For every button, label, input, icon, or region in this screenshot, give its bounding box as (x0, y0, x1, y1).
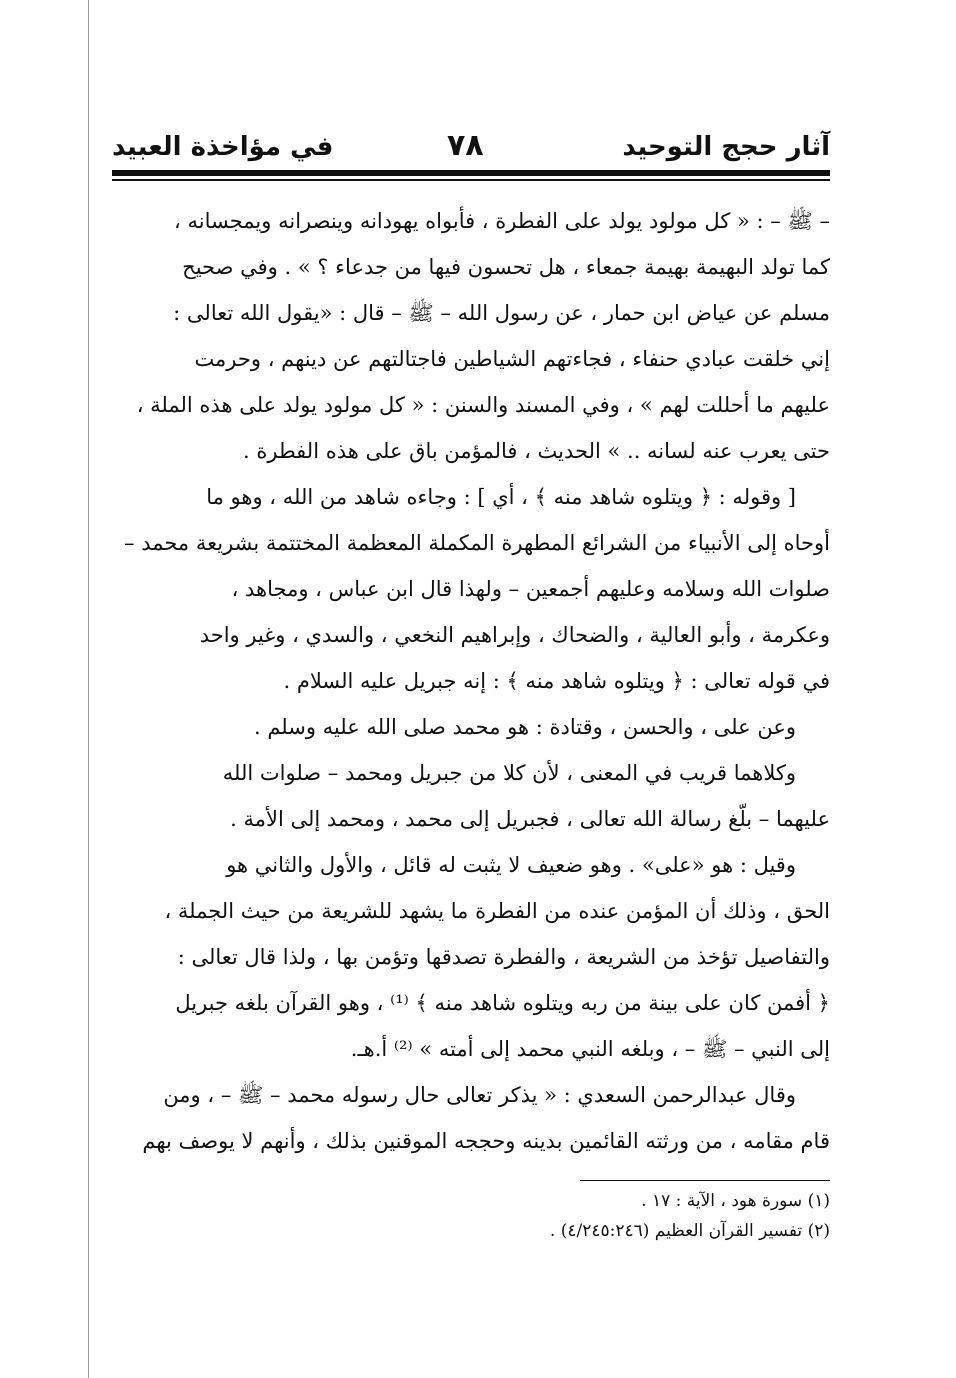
page-number: ٧٨ (447, 128, 484, 163)
text-line: ﴿ أفمن كان على بينة من ربه ويتلوه شاهد منه ﴾ ⁽¹⁾ ، وهو القرآن بلغه جبريل (175, 991, 830, 1015)
running-header (112, 128, 830, 172)
footnote: (٢) تفسير القرآن العظيم (٤/٢٤٥:٢٤٦) . (549, 1221, 830, 1241)
text-line: وعن على ، والحسن ، وقتادة : هو محمد صلى الله عليه وسلم . (253, 715, 796, 739)
text-line: كما تولد البهيمة بهيمة جمعاء ، هل تحسون فيها من جدعاء ؟ » . وفي صحيح (182, 255, 830, 279)
footnotes (112, 1186, 830, 1246)
text-line: مسلم عن عياض ابن حمار ، عن رسول الله – ﷺ – قال : «يقول الله تعالى : (173, 301, 830, 325)
text-line: وكلاهما قريب في المعنى ، لأن كلا من جبريل ومحمد – صلوات الله (222, 761, 796, 785)
text-line: حتى يعرب عنه لسانه .. » الحديث ، فالمؤمن باق على هذه الفطرة . (243, 439, 830, 463)
text-line: إني خلقت عبادي حنفاء ، فجاءتهم الشياطين فاجتالتهم عن دينهم ، وحرمت (194, 347, 830, 371)
text-line: في قوله تعالى : ﴿ ويتلوه شاهد منه ﴾ : إنه جبريل عليه السلام . (283, 669, 830, 693)
footnote: (١) سورة هود ، الآية : ١٧ . (641, 1191, 830, 1211)
text-line: وعكرمة ، وأبو العالية ، والضحاك ، وإبراهيم النخعي ، والسدي ، وغير واحد (199, 623, 830, 647)
header-book-subtitle: في مؤاخذة العبيد (112, 132, 334, 162)
text-line: قام مقامه ، من ورثته القائمين بدينه وحججه الموقنين بذلك ، وأنهم لا يوصف بهم (142, 1129, 830, 1153)
main-text (112, 198, 830, 1164)
text-line: والتفاصيل تؤخذ من الشريعة ، والفطرة تصدقها وتؤمن بها ، ولذا قال تعالى : (177, 945, 830, 969)
header-divider-thick (112, 170, 830, 176)
text-line: إلى النبي – ﷺ – ، وبلغه النبي محمد إلى أمته » ⁽²⁾ أ.هـ. (350, 1037, 830, 1061)
text-line: صلوات الله وسلامه وعليهم أجمعين – ولهذا قال ابن عباس ، ومجاهد ، (231, 577, 830, 601)
text-line: وقيل : هو «على» . وهو ضعيف لا يثبت له قائل ، والأول والثاني هو (226, 853, 796, 877)
text-line: [ وقوله : ﴿ ويتلوه شاهد منه ﴾ ، أي ] : وجاءه شاهد من الله ، وهو ما (206, 485, 796, 509)
text-line: – ﷺ – : « كل مولود يولد على الفطرة ، فأبواه يهودانه وينصرانه ويمجسانه ، (174, 209, 830, 233)
text-line: عليهما – بلّغ رسالة الله تعالى ، فجبريل إلى محمد ، ومحمد إلى الأمة . (230, 807, 830, 831)
header-divider (112, 170, 830, 182)
header-book-title: آثار حجج التوحيد (622, 132, 830, 162)
page-edge-line (88, 0, 89, 1378)
header-divider-thin (112, 179, 830, 181)
footnote-divider (580, 1180, 830, 1181)
text-line: أوحاه إلى الأنبياء من الشرائع المطهرة المكملة المعظمة المختتمة بشريعة محمد – (124, 531, 830, 555)
text-line: وقال عبدالرحمن السعدي : « يذكر تعالى حال رسوله محمد – ﷺ – ، ومن (163, 1083, 796, 1107)
text-line: الحق ، وذلك أن المؤمن عنده من الفطرة ما يشهد للشريعة من حيث الجملة ، (164, 899, 830, 923)
text-line: عليهم ما أحللت لهم » ، وفي المسند والسنن : « كل مولود يولد على هذه الملة ، (136, 393, 830, 417)
